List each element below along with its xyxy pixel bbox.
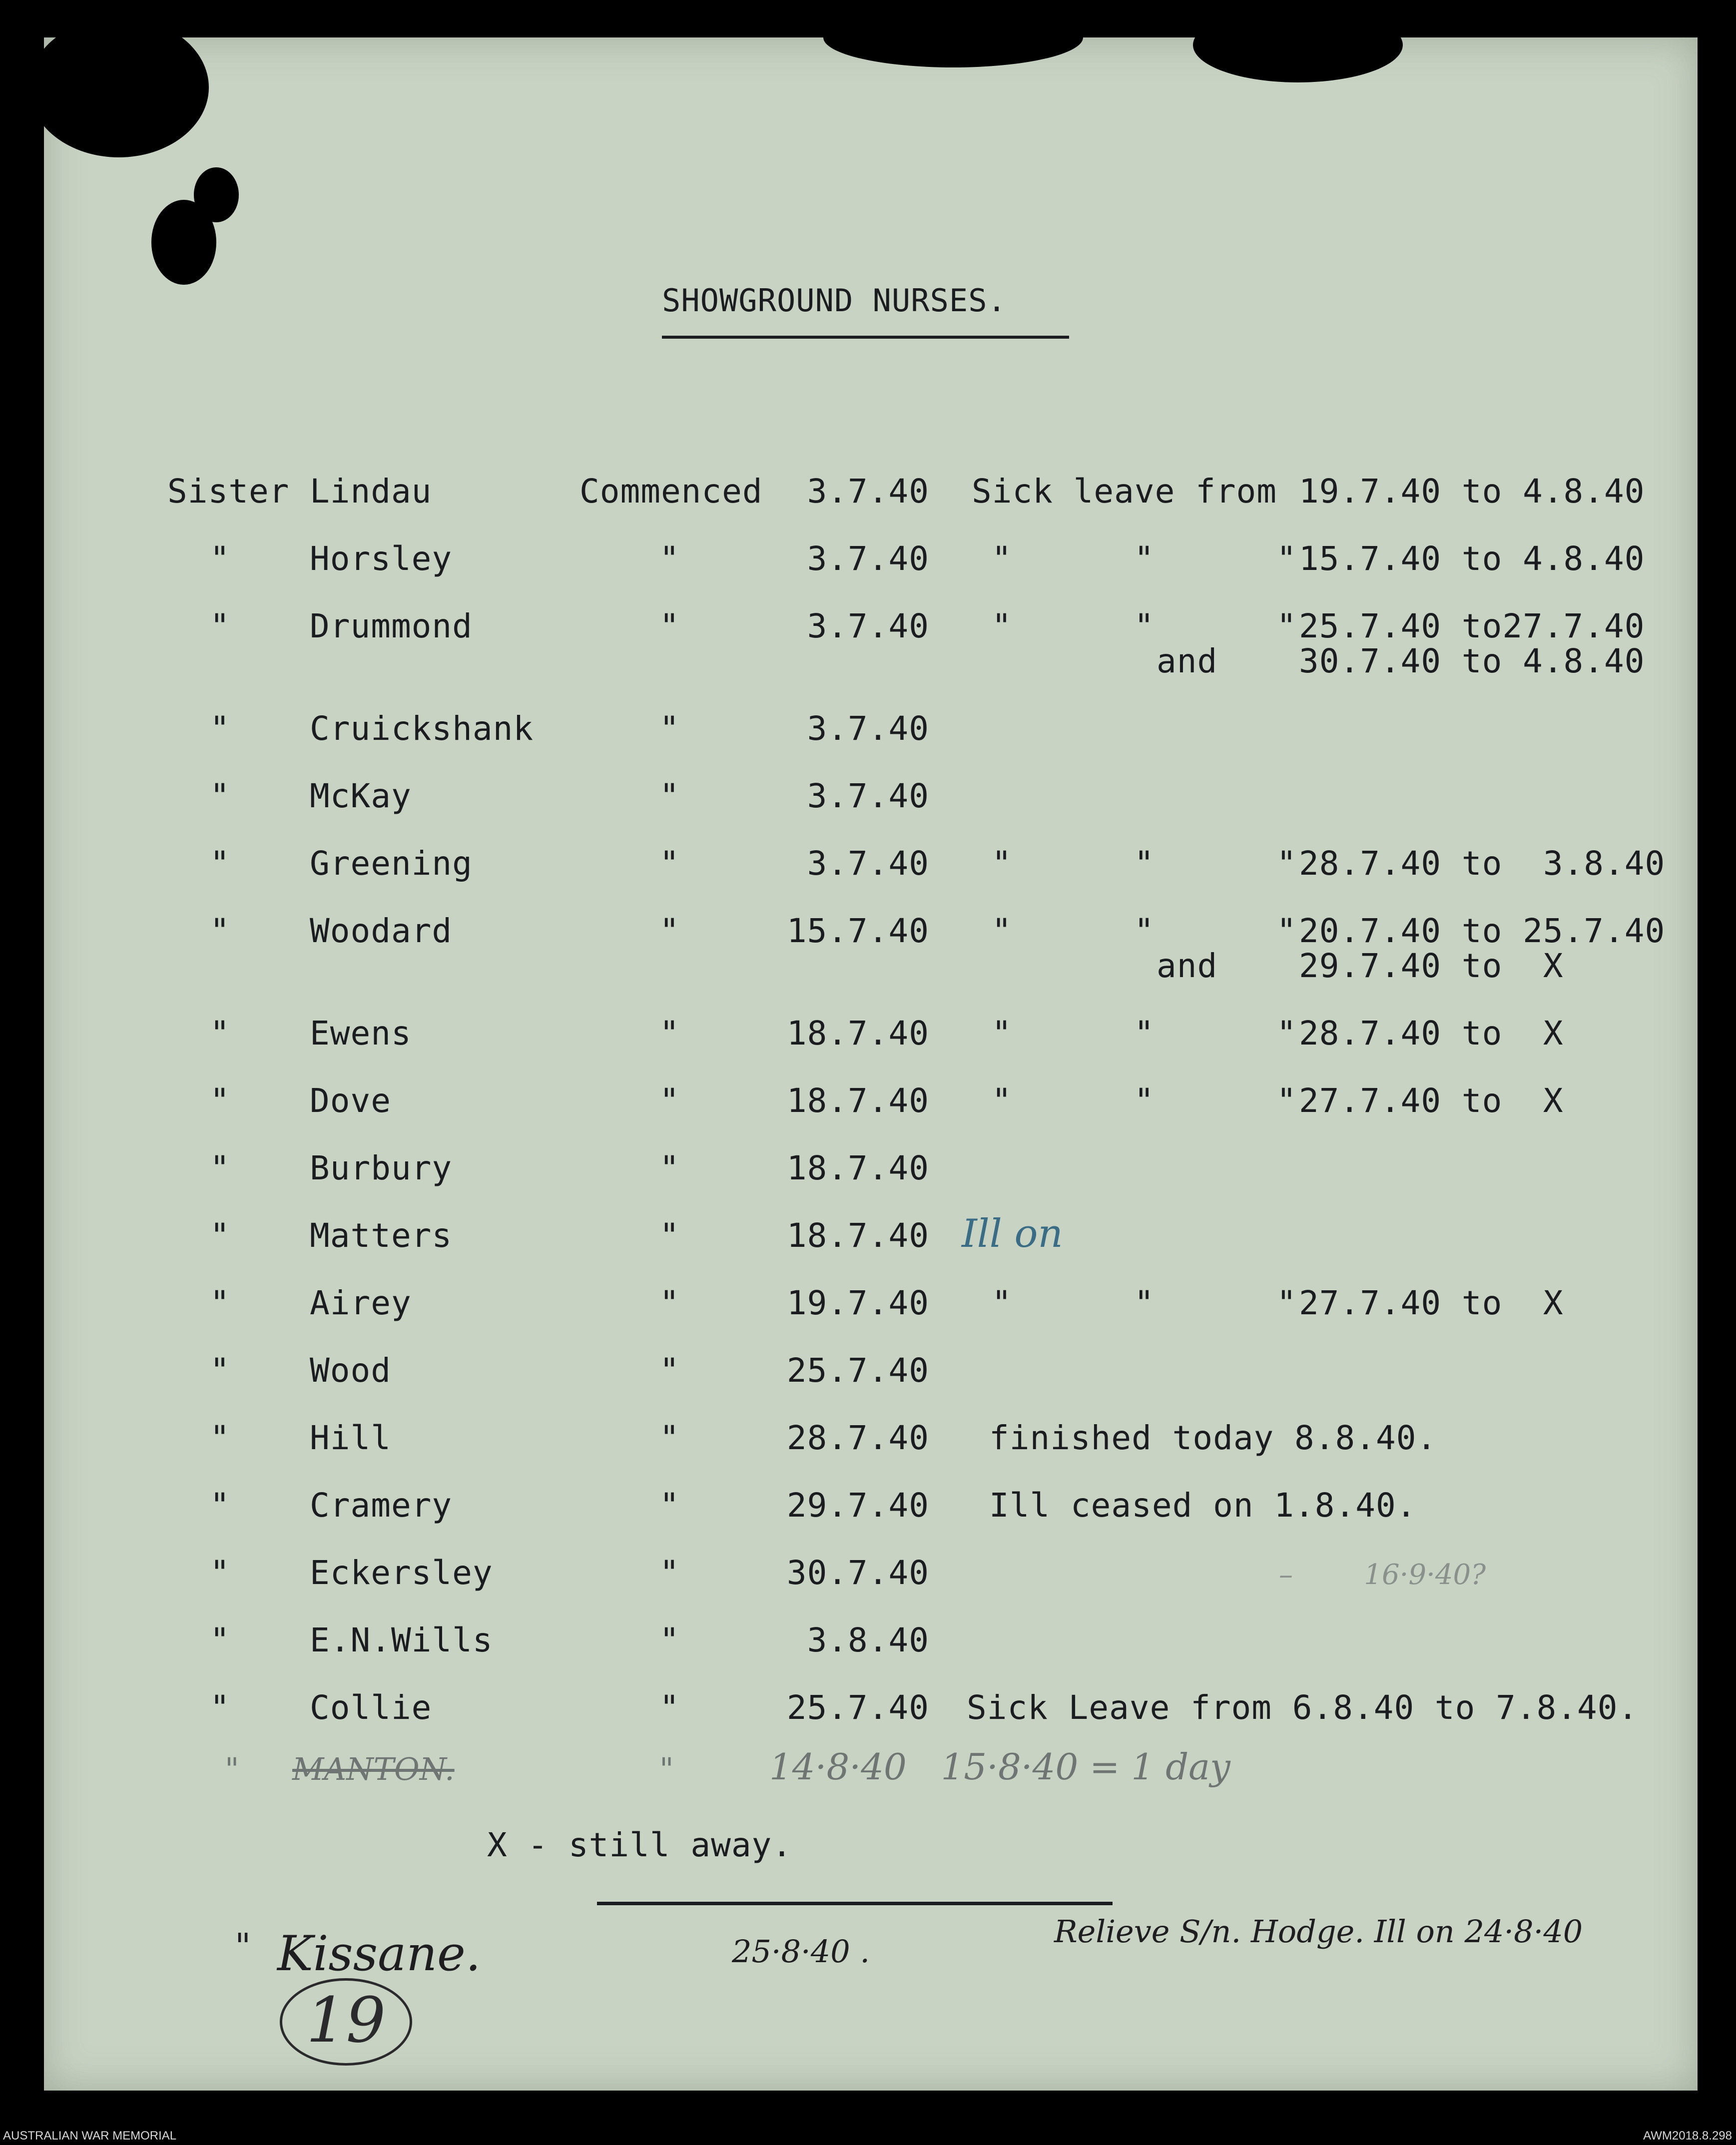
leave-detail: finished today 8.8.40. [989,1419,1437,1457]
blue-ink-note: Ill on [962,1211,1063,1256]
commenced-date: 25.7.40 [786,1351,929,1390]
rank-ditto: " [210,912,230,950]
commenced-date: 30.7.40 [786,1554,929,1592]
commenced-ditto: " [659,709,680,748]
leave-dates: 15.7.40 to 4.8.40 [1299,539,1645,578]
caption-reference: AWM2018.8.298 [1643,2129,1732,2143]
leave-ditto: " " " [992,607,1297,645]
leave-ditto: " " " [992,1081,1297,1120]
commenced-ditto: " [659,1216,680,1255]
nurse-name: Drummond [310,607,473,645]
commenced-date: 25.7.40 [786,1688,929,1727]
commenced-ditto: " [659,1486,680,1525]
nurse-name: Eckersley [310,1554,493,1592]
rank-label: Sister [167,472,290,511]
manton-ditto: " [659,1751,674,1787]
burn-damage-top-left [29,17,209,157]
leave-ditto: " " " [992,844,1297,883]
nurse-name: Cruickshank [310,709,534,748]
leave-detail: Sick Leave from 6.8.40 to 7.8.40. [967,1688,1639,1727]
manton-dates: 14·8·40 15·8·40 = 1 day [769,1746,1230,1788]
pencil-note: – 16·9·40? [1279,1559,1486,1591]
nurse-name: Airey [310,1284,412,1322]
commenced-ditto: " [659,1284,680,1322]
leave-ditto: " " " [992,1284,1297,1322]
commenced-ditto: " [659,1149,680,1187]
commenced-ditto: " [659,1081,680,1120]
commenced-ditto: " [659,777,680,815]
nurse-name: Collie [310,1688,432,1727]
commenced-ditto: " [659,1014,680,1053]
leave-ditto: " " " [992,912,1297,950]
commenced-date: 3.7.40 [807,607,929,645]
nurse-name: Horsley [310,539,453,578]
commenced-date: 3.7.40 [807,539,929,578]
commenced-date: 3.7.40 [807,709,929,748]
leave-dates: 20.7.40 to 25.7.40 [1299,912,1666,950]
rank-ditto: " [210,777,230,815]
title-underline [662,336,1069,339]
commenced-date: 29.7.40 [786,1486,929,1525]
rank-ditto: " [210,1081,230,1120]
nurse-name: Woodard [310,912,453,950]
nurse-name: Matters [310,1216,453,1255]
leave-detail: Sick leave from [972,472,1277,511]
commenced-ditto: " [659,1621,680,1659]
leave-detail: Ill ceased on 1.8.40. [989,1486,1417,1525]
nurse-name: Wood [310,1351,391,1390]
commenced-ditto: " [659,607,680,645]
rank-ditto: " [210,607,230,645]
rank-ditto: " [210,1554,230,1592]
leave-dates: 28.7.40 to 3.8.40 [1299,844,1666,883]
nurse-name: Cramery [310,1486,453,1525]
nurse-name: Dove [310,1081,391,1120]
rank-ditto: " [210,1216,230,1255]
commenced-date: 18.7.40 [786,1149,929,1187]
commenced-date: 28.7.40 [786,1419,929,1457]
leave-dates: 19.7.40 to 4.8.40 [1299,472,1645,511]
rank-ditto: " [210,844,230,883]
commenced-ditto: " [659,1554,680,1592]
kissane-ditto: " [235,1926,251,1967]
kissane-note: Relieve S/n. Hodge. Ill on 24·8·40 [1054,1913,1583,1950]
commenced-date: 3.7.40 [807,472,929,511]
commenced-ditto: " [659,1351,680,1390]
commenced-date: 18.7.40 [786,1081,929,1120]
leave-dates: 27.7.40 to X [1299,1081,1564,1120]
leave-dates: 29.7.40 to X [1299,947,1564,985]
leave-dates: 27.7.40 to X [1299,1284,1564,1322]
nurse-name: Hill [310,1419,391,1457]
commenced-date: 18.7.40 [786,1216,929,1255]
leave-dates: 25.7.40 to27.7.40 [1299,607,1645,645]
and-connector: and [1157,947,1218,985]
rank-ditto: " [210,709,230,748]
leave-dates: 28.7.40 to X [1299,1014,1564,1053]
nurse-name: Greening [310,844,473,883]
commenced-date: 3.8.40 [807,1621,929,1659]
leave-ditto: " " " [992,1014,1297,1053]
and-connector: and [1157,642,1218,680]
rank-ditto: " [210,1149,230,1187]
burn-edge-top-2 [1193,7,1403,82]
rank-ditto: " [210,1621,230,1659]
commenced-date: 3.7.40 [807,777,929,815]
commenced-ditto: " [659,844,680,883]
commenced-ditto: " [659,1419,680,1457]
manton-ditto-left: " [225,1751,239,1787]
manton-name: MANTON. [292,1751,455,1787]
commenced-date: 18.7.40 [786,1014,929,1053]
caption-institution: AUSTRALIAN WAR MEMORIAL [3,2129,177,2143]
commenced-date: 19.7.40 [786,1284,929,1322]
commenced-ditto: " [659,1688,680,1727]
commenced-date: 3.7.40 [807,844,929,883]
commenced-ditto: " [659,912,680,950]
kissane-date: 25·8·40 . [732,1933,870,1970]
page-title: SHOWGROUND NURSES. [662,282,1007,319]
rank-ditto: " [210,1486,230,1525]
nurse-name: McKay [310,777,412,815]
footer-rule [597,1902,1113,1905]
rank-ditto: " [210,1419,230,1457]
nurse-name: Ewens [310,1014,412,1053]
leave-ditto: " " " [992,539,1297,578]
burn-hole-small [194,167,239,222]
nurse-name: E.N.Wills [310,1621,493,1659]
rank-ditto: " [210,1351,230,1390]
nurse-name: Lindau [310,472,432,511]
commenced-ditto: " [659,539,680,578]
commenced-date: 15.7.40 [786,912,929,950]
burn-edge-top [823,7,1083,67]
leave-dates: 30.7.40 to 4.8.40 [1299,642,1645,680]
rank-ditto: " [210,1688,230,1727]
kissane-name: Kissane. [277,1926,481,1982]
rank-ditto: " [210,539,230,578]
rank-ditto: " [210,1014,230,1053]
nurse-name: Burbury [310,1149,453,1187]
commenced-label: Commenced [579,472,763,511]
legend-note: X - still away. [487,1826,793,1864]
rank-ditto: " [210,1284,230,1322]
page-number-circle: 19 [280,1978,412,2066]
